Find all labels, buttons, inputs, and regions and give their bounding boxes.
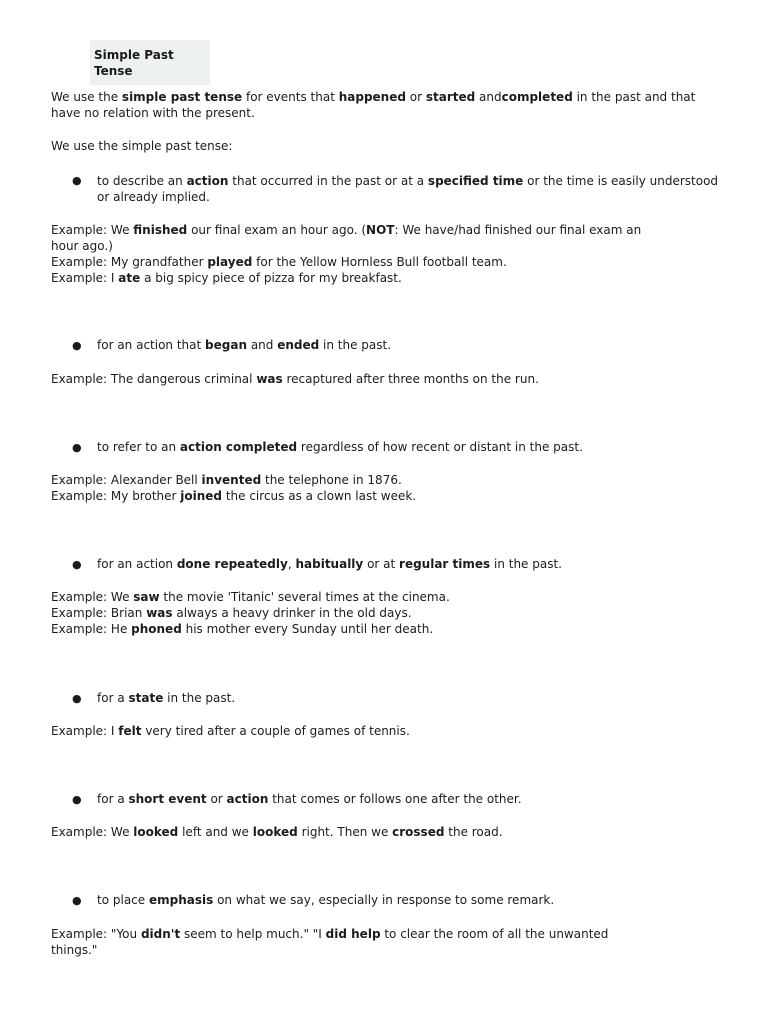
text-run: to place — [97, 893, 149, 907]
text-run: Example: We — [51, 825, 134, 839]
bold-term: NOT — [366, 223, 395, 237]
bold-term: saw — [133, 590, 160, 604]
bold-term: specified time — [427, 174, 524, 188]
example-line — [51, 589, 721, 605]
example-line — [51, 824, 721, 840]
text-run: : We have/had finished our final exam an hour ago.) — [51, 223, 642, 253]
bold-term: done repeatedly — [176, 557, 288, 571]
text-run: always a heavy drinker in the old days. — [172, 606, 412, 620]
text-run: for a — [97, 691, 129, 705]
bullet-text — [97, 439, 737, 455]
text-run: very tired after a couple of games of tennis. — [141, 724, 410, 738]
bullet-dot: ● — [72, 692, 82, 705]
bold-term: played — [207, 255, 253, 269]
text-run: for a — [97, 792, 129, 806]
bold-term: completed — [501, 90, 573, 104]
bullet-text — [97, 173, 727, 205]
text-run: for events that — [242, 90, 339, 104]
example-line — [51, 723, 721, 739]
bold-term: action — [186, 174, 229, 188]
example-line — [51, 605, 721, 621]
text-run: or — [206, 792, 227, 806]
text-run: for an action that — [97, 338, 206, 352]
text-run: Example: We — [51, 223, 134, 237]
text-run: his mother every Sunday until her death. — [181, 622, 434, 636]
bold-term: looked — [133, 825, 179, 839]
text-run: and — [475, 90, 502, 104]
bold-term: felt — [118, 724, 142, 738]
bold-term: was — [146, 606, 173, 620]
bold-term: ate — [118, 271, 141, 285]
text-run: in the past. — [163, 691, 236, 705]
text-run: Example: I — [51, 724, 119, 738]
example-line — [51, 254, 721, 270]
text-run: Example: "You — [51, 927, 141, 941]
text-run: recaptured after three months on the run. — [282, 372, 539, 386]
example-line — [51, 926, 621, 958]
bold-term: didn't — [140, 927, 181, 941]
example-line — [51, 270, 721, 286]
bullet-dot: ● — [72, 174, 82, 187]
bold-term: happened — [338, 90, 406, 104]
text-run: or — [405, 90, 426, 104]
text-run: Example: My brother — [51, 489, 181, 503]
text-run: seem to help much." "I — [180, 927, 326, 941]
example-line — [51, 371, 721, 387]
text-run: or at — [363, 557, 400, 571]
bold-term: habitually — [295, 557, 364, 571]
text-run: to describe an — [97, 174, 187, 188]
text-run: our final exam an hour ago. ( — [187, 223, 367, 237]
bullet-dot: ● — [72, 558, 82, 571]
bullet-text — [97, 690, 737, 706]
bullet-dot: ● — [72, 894, 82, 907]
intro-lead — [51, 138, 721, 154]
text-run: in the past and that have no relation with the present. — [51, 90, 696, 120]
bold-term: emphasis — [148, 893, 214, 907]
text-run: to refer to an — [97, 440, 180, 454]
text-run: and — [247, 338, 278, 352]
text-run: Example: Alexander Bell — [51, 473, 202, 487]
bold-term: ended — [277, 338, 320, 352]
bold-term: started — [425, 90, 476, 104]
text-run: regardless of how recent or distant in the past. — [297, 440, 583, 454]
text-run: that occurred in the past or at a — [228, 174, 428, 188]
text-run: the circus as a clown last week. — [222, 489, 417, 503]
text-run: right. Then we — [297, 825, 393, 839]
text-run: that comes or follows one after the other. — [268, 792, 522, 806]
bullet-text — [97, 337, 737, 353]
text-run: Example: The dangerous criminal — [51, 372, 257, 386]
title-box — [90, 40, 210, 85]
bullet-dot: ● — [72, 793, 82, 806]
text-run: the road. — [444, 825, 503, 839]
bold-term: joined — [180, 489, 223, 503]
text-run: in the past. — [319, 338, 392, 352]
bullet-text — [97, 556, 737, 572]
bold-term: short event — [128, 792, 207, 806]
bold-term: was — [256, 372, 283, 386]
bold-term: state — [128, 691, 164, 705]
bullet-dot: ● — [72, 339, 82, 352]
example-line — [51, 488, 721, 504]
text-run: the movie 'Titanic' several times at the cinema. — [159, 590, 450, 604]
example-line — [51, 621, 721, 637]
bold-term: phoned — [131, 622, 182, 636]
bold-term: action completed — [179, 440, 298, 454]
text-run: We use the — [51, 90, 122, 104]
bold-term: regular times — [399, 557, 491, 571]
bullet-dot: ● — [72, 441, 82, 454]
bold-term: looked — [252, 825, 298, 839]
text-run: for the Yellow Hornless Bull football team. — [252, 255, 507, 269]
text-run: Example: My grandfather — [51, 255, 208, 269]
text-run: Example: I — [51, 271, 119, 285]
text-run: the telephone in 1876. — [261, 473, 402, 487]
page-title: Simple Past Tense — [94, 48, 174, 78]
text-run: Example: He — [51, 622, 132, 636]
bold-term: did help — [325, 927, 381, 941]
text-run: We use the simple past tense: — [51, 139, 233, 153]
bold-term: simple past tense — [121, 90, 243, 104]
text-run: a big spicy piece of pizza for my breakfast. — [140, 271, 402, 285]
text-run: to clear the room of all the unwanted things." — [51, 927, 609, 957]
text-run: on what we say, especially in response to some remark. — [213, 893, 555, 907]
text-run: Example: Brian — [51, 606, 147, 620]
text-run: or the time is easily understood or already implied. — [97, 174, 719, 204]
example-line — [51, 222, 651, 254]
text-run: for an action — [97, 557, 177, 571]
bullet-text — [97, 791, 737, 807]
intro-paragraph — [51, 89, 721, 121]
text-run: in the past. — [490, 557, 562, 571]
bold-term: action — [226, 792, 269, 806]
bold-term: crossed — [392, 825, 445, 839]
text-run: Example: We — [51, 590, 134, 604]
bold-term: invented — [201, 473, 262, 487]
bullet-text — [97, 892, 737, 908]
bold-term: finished — [133, 223, 188, 237]
text-run: left and we — [178, 825, 253, 839]
example-line — [51, 472, 721, 488]
text-run: , — [287, 557, 296, 571]
bold-term: began — [205, 338, 247, 352]
